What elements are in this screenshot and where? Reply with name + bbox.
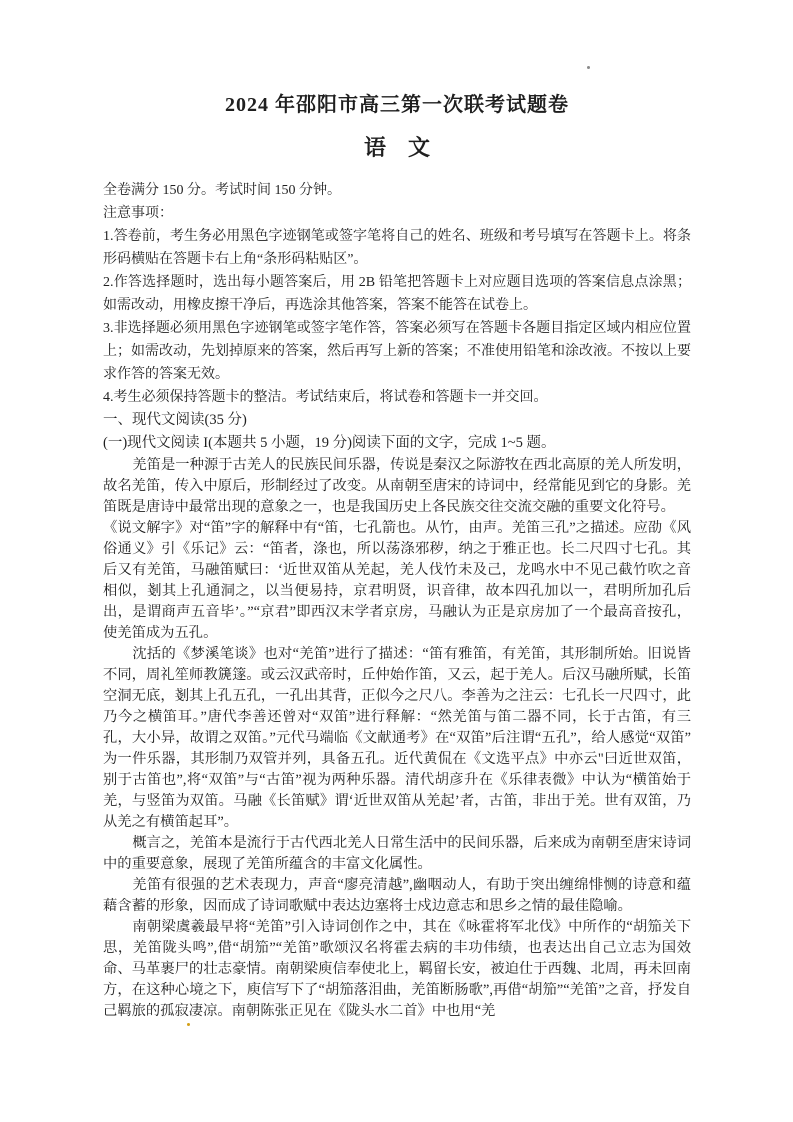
notice-item: 3.非选择题必须用黑色字迹钢笔或签字笔作答，答案必须写在答题卡各题目指定区域内相应位置上；如需改动，先划掉原来的答案，然后再写上新的答案；不准使用铅笔和涂改液。不按以上要求作答的答案无效。	[103, 321, 691, 382]
passage-paragraph: 南朝梁虞羲最早将“羌笛”引入诗词创作之中，其在《咏霍将军北伐》中所作的“胡笳关下思，羌笛陇头鸣”,借“胡笳”“羌笛”歌颂汉名将霍去病的丰功伟绩，也表达出自己立志为国效命、马革裹尸的壮志豪情。南朝梁庾信奉使北上，羁留长安，被迫仕于西魏、北周，再未回南方，在这种心境之下，庾信写下了“胡笳落泪曲，羌笛断肠歌”,再借“胡笳”“羌笛”之音，抒发自己羁旅的孤寂凄凉。南朝陈张正见在《陇头水二首》中也用“羌	[103, 919, 691, 1019]
subject-title: 语 文	[363, 135, 430, 160]
notice-item: 4.考生必须保持答题卡的整洁。考试结束后，将试卷和答题卡一并交回。	[103, 390, 548, 405]
passage-paragraph: 羌笛有很强的艺术表现力，声音“廖亮清越”,幽咽动人，有助于突出缠绵悱恻的诗意和蕴藉含蓄的形象，因而成了诗词歌赋中表达边塞将士戍边意志和思乡之情的最佳隐喻。	[103, 877, 691, 914]
notice-item: 2.作答选择题时，选出每小题答案后，用 2B 铅笔把答题卡上对应题目选项的答案信息点涂黑；如需改动，用橡皮擦干净后，再选涂其他答案，答案不能答在试卷上。	[103, 275, 691, 313]
stray-mark-icon	[187, 1023, 190, 1026]
reading-passage	[103, 455, 691, 1022]
stray-mark-icon	[587, 66, 590, 69]
notice-heading: 注意事项：	[103, 206, 173, 221]
passage-paragraph: 《说文解字》对“笛”字的解释中有“笛，七孔箭也。从竹，由声。羌笛三孔”之描述。应劭《风俗通义》引《乐记》云：“笛者，涤也，所以荡涤邪秽，纳之于雅正也。长二尺四寸七孔。其后又有羌笛，马融笛赋曰：‘近世双笛从羌起，羌人伐竹未及己，龙鸣水中不见己截竹吹之音相似，剗其上孔通洞之，以当便易持，京君明贤，识音律，故本四孔加以一，君明所加孔后出，是谓商声五音毕’。”“京君”即西汉末学者京房，马融认为正是京房加了一个最高音按孔，使羌笛成为五孔。	[103, 520, 691, 641]
page-title: 2024 年邵阳市高三第一次联考试题卷	[225, 94, 569, 116]
section-heading: 一、现代文阅读(35 分)	[103, 412, 247, 428]
subsection-heading: (一)现代文阅读 I(本题共 5 小题，19 分)阅读下面的文字，完成 1~5 题。	[103, 435, 556, 451]
notice-item: 1.答卷前，考生务必用黑色字迹钢笔或签字笔将自己的姓名、班级和考号填写在答题卡上。将条形码横贴在答题卡右上角“条形码粘贴区”。	[103, 229, 691, 267]
passage-paragraph: 羌笛是一种源于古羌人的民族民间乐器，传说是秦汉之际游牧在西北高原的羌人所发明，故名羌笛，传入中原后，形制经过了改变。从南朝至唐宋的诗词中，经常能见到它的身影。羌笛既是唐诗中最常出现的意象之一，也是我国历史上各民族交往交流交融的重要文化符号。	[103, 457, 691, 515]
notice-list	[103, 225, 691, 409]
passage-paragraph: 沈括的《梦溪笔谈》也对“羌笛”进行了描述：“笛有雅笛，有羌笛，其形制所始。旧说皆不同，周礼笙师教篪篴。或云汉武帝时，丘仲始作笛，又云，起于羌人。后汉马融所赋，长笛空洞无底，剗其上孔五孔，一孔出其背，正似今之尺八。李善为之注云：七孔长一尺四寸，此乃今之横笛耳。”唐代李善还曾对“双笛”进行释解：“然羌笛与笛二器不同，长于古笛，有三孔，大小异，故谓之双笛。”元代马端临《文献通考》在“双笛”后注谓“五孔”，给人感觉“双笛”为一件乐器，其形制乃双管并列，具备五孔。近代黄侃在《文选平点》中亦云"曰近世双笛，别于古笛也”,将“双笛”与“古笛”视为两种乐器。清代胡彦升在《乐律表微》中认为“横笛始于羌，与竖笛为双笛。马融《长笛赋》谓‘近世双笛从羌起’者，古笛，非出于羌。世有双笛，乃从羌之有横笛起耳”。	[103, 646, 691, 830]
passage-paragraph: 概言之，羌笛本是流行于古代西北羌人日常生活中的民间乐器，后来成为南朝至唐宋诗词中的重要意象，展现了羌笛所蕴含的丰富文化属性。	[103, 835, 691, 872]
exam-info-line: 全卷满分 150 分。考试时间 150 分钟。	[103, 183, 341, 198]
